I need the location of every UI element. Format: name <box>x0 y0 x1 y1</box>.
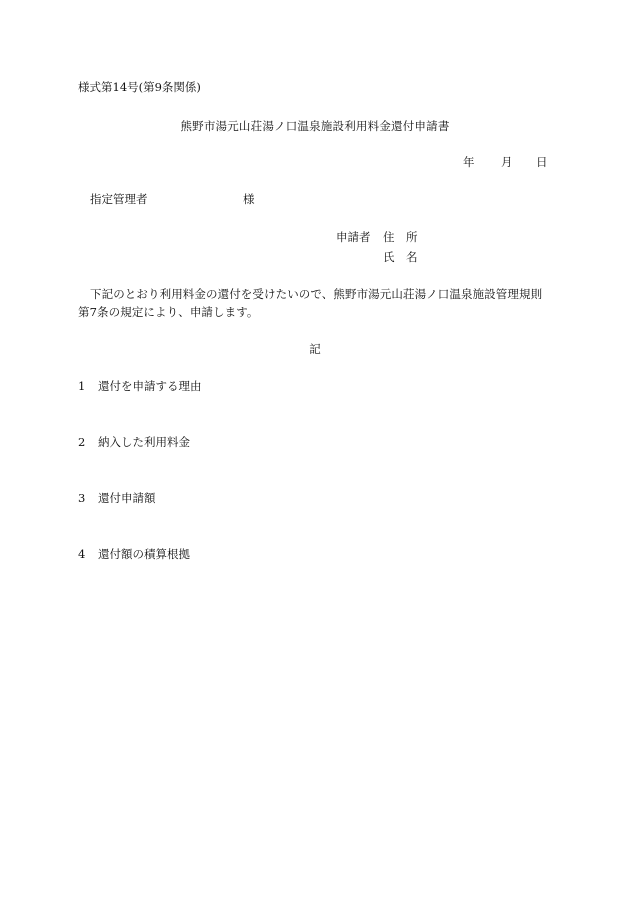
addressee-honorific: 様 <box>243 192 255 206</box>
item-label: 還付申請額 <box>98 491 156 505</box>
item-label: 還付額の積算根拠 <box>98 547 190 561</box>
date-day-label: 日 <box>536 155 548 169</box>
item-number: 2 <box>78 435 86 449</box>
ki-heading: 記 <box>309 342 321 356</box>
list-item <box>78 381 202 393</box>
item-number: 3 <box>78 491 86 505</box>
item-number: 1 <box>78 379 86 393</box>
applicant-name-label: 氏 名 <box>383 250 418 264</box>
list-item <box>78 437 190 449</box>
list-item <box>78 549 190 561</box>
item-label: 還付を申請する理由 <box>98 379 202 393</box>
body-text-line-2: 第7条の規定により、申請します。 <box>78 305 259 319</box>
item-label: 納入した利用料金 <box>98 435 190 449</box>
addressee-label: 指定管理者 <box>90 192 148 206</box>
list-item <box>78 493 156 505</box>
date-year-label: 年 <box>463 155 475 169</box>
applicant-label: 申請者 <box>336 230 371 244</box>
form-number: 様式第14号(第9条関係) <box>78 80 201 94</box>
document-title: 熊野市湯元山荘湯ノ口温泉施設利用料金還付申請書 <box>180 119 450 133</box>
item-number: 4 <box>78 547 86 561</box>
applicant-address-label: 住 所 <box>383 230 418 244</box>
body-text-line-1: 下記のとおり利用料金の還付を受けたいので、熊野市湯元山荘湯ノ口温泉施設管理規則 <box>90 287 543 301</box>
date-month-label: 月 <box>501 155 513 169</box>
